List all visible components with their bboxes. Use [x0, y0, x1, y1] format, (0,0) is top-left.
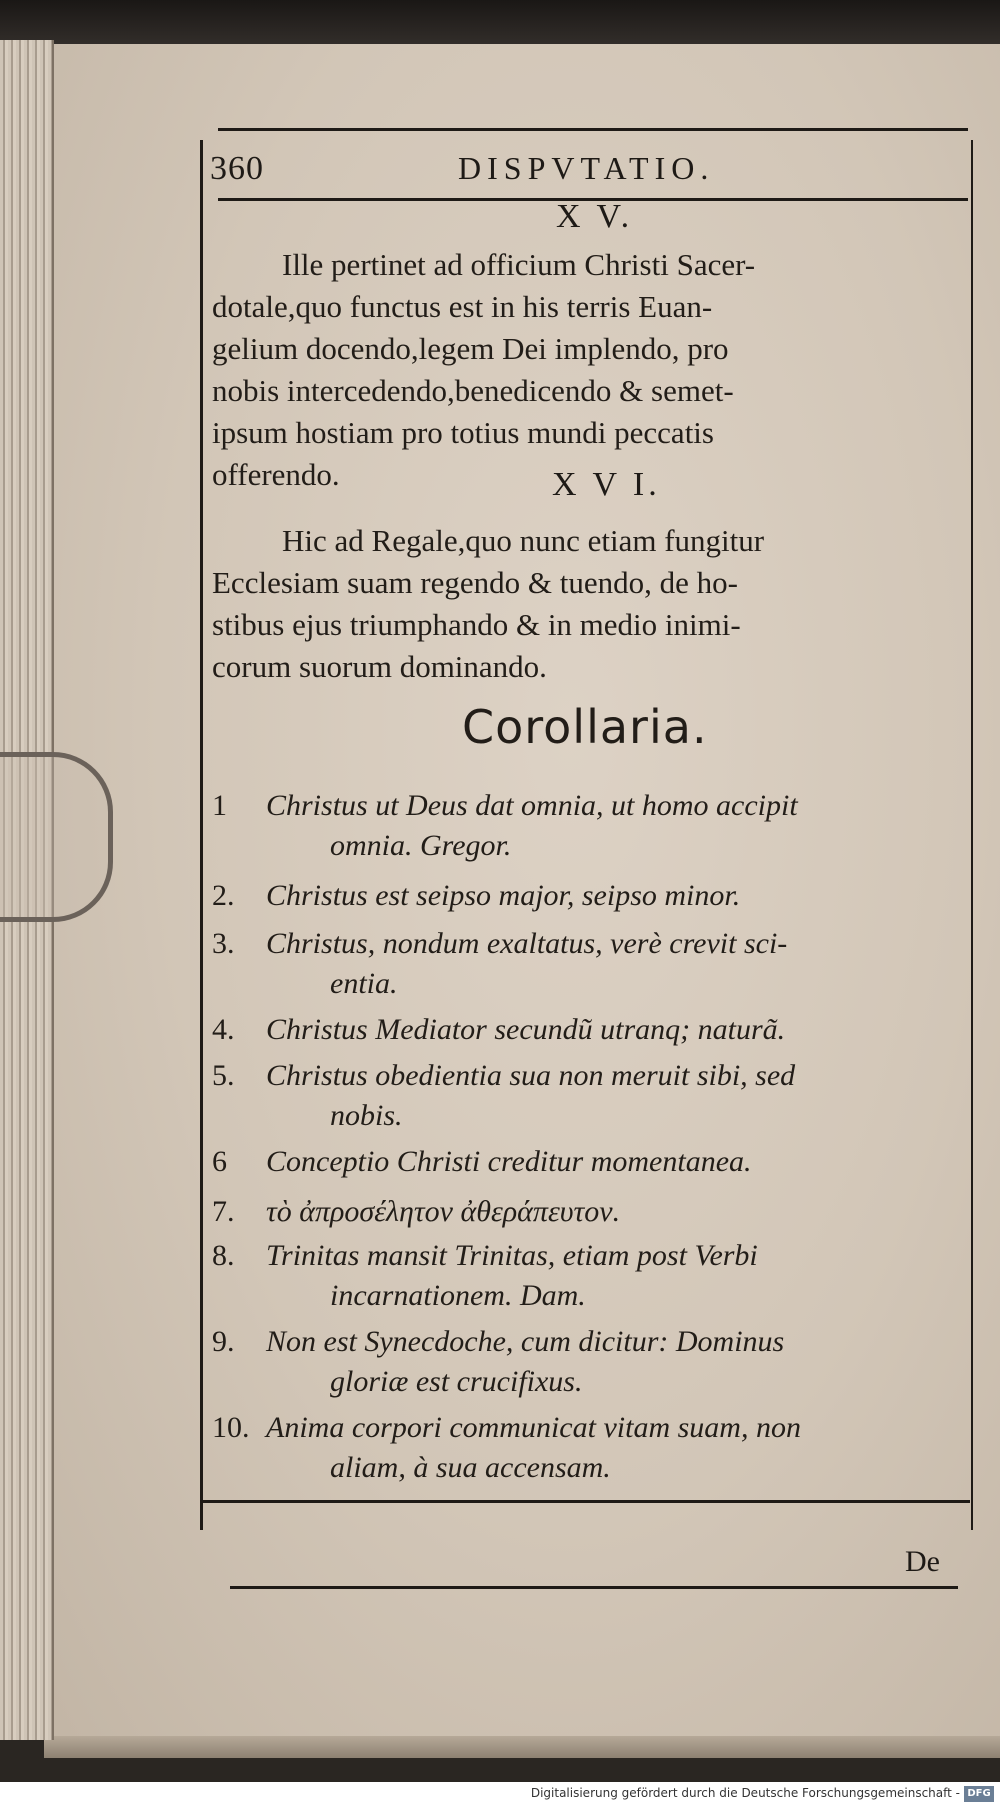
footer-rule-top [200, 1500, 970, 1503]
corollary-item [212, 1056, 968, 1136]
text-line: offerendo. [212, 457, 340, 492]
corollary-text: Christus obedientia sua non meruit sibi, sed [266, 1059, 796, 1092]
corollary-continuation: entia. [330, 967, 398, 1000]
text-line: Ille pertinet ad officium Christi Sacer- [282, 247, 756, 282]
corollary-item [212, 876, 968, 916]
text-line: stibus ejus triumphando & in medio inimi- [212, 607, 741, 642]
corollary-text: Non est Synecdoche, cum dicitur: Dominus [266, 1325, 785, 1358]
corollary-continuation: aliam, à sua accensam. [330, 1451, 611, 1484]
corollary-number: 3. [212, 927, 235, 960]
corollary-number: 4. [212, 1013, 235, 1046]
section-15-text [212, 244, 968, 496]
corollary-item [212, 1010, 968, 1050]
corollary-item [212, 1192, 968, 1232]
text-line: Hic ad Regale,quo nunc etiam fungitur [282, 523, 765, 558]
text-line: corum suorum dominando. [212, 649, 547, 684]
corollary-item [212, 924, 968, 1004]
text-line: nobis intercedendo,benedicendo & semet- [212, 373, 734, 408]
digitization-footer [0, 1782, 1000, 1808]
corollary-text: Trinitas mansit Trinitas, etiam post Verbi [266, 1239, 758, 1272]
corollary-number: 6 [212, 1145, 227, 1178]
text-line: Ecclesiam suam regendo & tuendo, de ho- [212, 565, 738, 600]
corollary-number: 8. [212, 1239, 235, 1272]
catchword: De [905, 1545, 940, 1578]
corollary-number: 5. [212, 1059, 235, 1092]
corollary-text: Christus est seipso major, seipso minor. [266, 879, 741, 912]
section-16-text [212, 520, 968, 688]
corollary-number: 10. [212, 1411, 250, 1444]
page-clip [0, 752, 113, 922]
corollary-continuation: nobis. [330, 1099, 403, 1132]
corollary-item [212, 1236, 968, 1316]
header-rule-top [218, 128, 968, 131]
corollary-continuation: omnia. Gregor. [330, 829, 512, 862]
page-header [208, 150, 968, 194]
footer-rule-bottom [230, 1586, 958, 1589]
dfg-logo-icon: DFG [964, 1786, 994, 1802]
corollary-number: 2. [212, 879, 235, 912]
text-line: gelium docendo,legem Dei implendo, pro [212, 331, 729, 366]
corollaria-heading: Corollaria. [462, 700, 708, 754]
digitization-credit: Digitalisierung gefördert durch die Deutsche Forschungsgemeinschaft - [530, 1786, 960, 1800]
corollary-text: Christus Mediator secundũ utranq; naturã. [266, 1013, 786, 1046]
corollary-number: 9. [212, 1325, 235, 1358]
corollary-text: Christus ut Deus dat omnia, ut homo accipit [266, 789, 798, 822]
text-line: dotale,quo functus est in his terris Euan- [212, 289, 713, 324]
corollary-item [212, 1408, 968, 1488]
corollary-continuation: incarnationem. Dam. [330, 1279, 586, 1312]
section-number: X V. [556, 198, 634, 235]
corollary-number: 1 [212, 789, 227, 822]
corollary-item [212, 1142, 968, 1182]
corollary-continuation: gloriæ est crucifixus. [330, 1365, 583, 1398]
corollary-item [212, 786, 968, 866]
page-number: 360 [210, 150, 264, 187]
corollary-text: Conceptio Christi creditur momentanea. [266, 1145, 752, 1178]
corollary-text: Anima corpori communicat vitam suam, non [266, 1411, 801, 1444]
running-head: DISPVTATIO. [458, 150, 715, 186]
corollary-text: Christus, nondum exaltatus, verè crevit sci- [266, 927, 788, 960]
corollary-item [212, 1322, 968, 1402]
corollary-text: τὸ ἀπροσέλητον ἀθεράπευτον. [266, 1195, 621, 1228]
section-number: X V I. [552, 466, 661, 503]
corollary-number: 7. [212, 1195, 235, 1228]
text-line: ipsum hostiam pro totius mundi peccatis [212, 415, 714, 450]
page-bottom-edge [44, 1736, 1000, 1758]
